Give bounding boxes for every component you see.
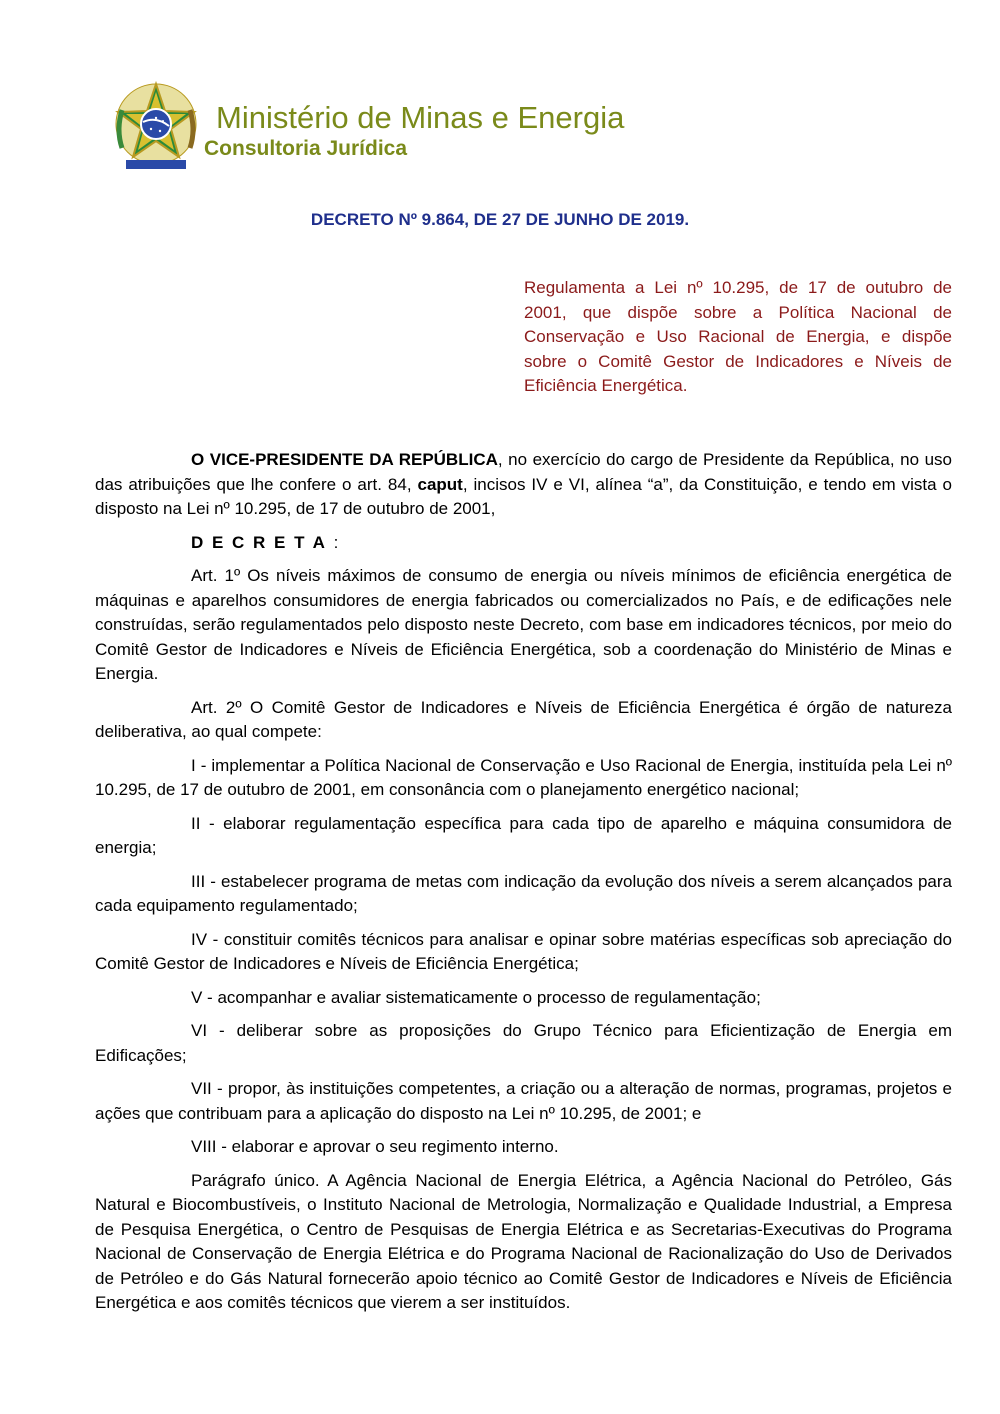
consultoria-name: Consultoria Jurídica <box>204 137 408 160</box>
paragrafo-unico: Parágrafo único. A Agência Nacional de Energia Elétrica, a Agência Nacional do Petróleo, Gás Natural e Biocombustíveis, o Instituto Nacional de Metrologia, Normalização e Qualidade Industrial, a Empresa de Pesquisa Energética, o Centro de Pesquisas de Energia Elétrica e as Secretarias-Executivas do Programa Nacional de Conservação de Energia Elétrica e do Programa Nacional de Racionalização do Uso de Derivados de Petróleo e do Gás Natural fornecerão apoio técnico ao Comitê Gestor de Indicadores e Níveis de Eficiência Energética e aos comitês técnicos que vierem a ser instituídos. <box>95 1170 952 1312</box>
inciso-i: I - implementar a Política Nacional de Conservação e Uso Racional de Energia, instituída pela Lei nº 10.295, de 17 de outubro de 2001, em consonância com o planejamento energético nacional; <box>95 755 952 799</box>
inciso-iv: IV - constituir comitês técnicos para analisar e opinar sobre matérias específicas sob apreciação do Comitê Gestor de Indicadores e Níveis de Eficiência Energética; <box>95 929 952 973</box>
inciso-ii: II - elaborar regulamentação específica para cada tipo de aparelho e máquina consumidora de energia; <box>95 813 952 857</box>
decreta-line <box>95 531 952 556</box>
article-1: Art. 1º Os níveis máximos de consumo de energia ou níveis mínimos de eficiência energética de máquinas e aparelhos consumidores de energia fabricados ou comercializados no País, e de edificações nele construídas, serão regulamentados pelo disposto neste Decreto, com base em indicadores técnicos, por meio do Comitê Gestor de Indicadores e Níveis de Eficiência Energética, sob a coordenação do Ministério de Minas e Energia. <box>95 566 952 683</box>
ministry-name: Ministério de Minas e Energia <box>216 100 625 135</box>
decreta-label: D E C R E T A <box>191 532 327 552</box>
decree-body <box>95 448 952 1325</box>
preamble-text-2: , incisos IV e VI, alínea “a”, da Constituição, e tendo em vista o disposto na Lei nº 10.295, de 17 de outubro de 2001, <box>95 474 952 518</box>
preamble-text-1: , no exercício do cargo de Presidente da República, no uso das atribuições que lhe confere o art. 84, <box>95 450 952 494</box>
inciso-vii: VII - propor, às instituições competentes, a criação ou a alteração de normas, programas, projetos e ações que contribuam para a aplicação do disposto na Lei nº 10.295, de 2001; e <box>95 1079 952 1123</box>
decree-title: DECRETO Nº 9.864, DE 27 DE JUNHO DE 2019. <box>310 210 690 229</box>
preamble-lead: O VICE-PRESIDENTE DA REPÚBLICA <box>191 450 498 469</box>
article-2: Art. 2º O Comitê Gestor de Indicadores e Níveis de Eficiência Energética é órgão de natureza deliberativa, ao qual compete: <box>95 697 952 741</box>
preamble-caput: caput <box>417 474 463 494</box>
decreta-suffix: : <box>326 532 341 552</box>
inciso-vi: VI - deliberar sobre as proposições do Grupo Técnico para Eficientização de Energia em Edificações; <box>95 1021 952 1065</box>
preamble <box>95 448 952 522</box>
document-header <box>108 80 708 180</box>
decree-ementa: Regulamenta a Lei nº 10.295, de 17 de outubro de 2001, que dispõe sobre a Política Nacional de Conservação e Uso Racional de Energia, e dispõe sobre o Comitê Gestor de Indicadores e Níveis de Eficiência Energética. <box>524 278 952 395</box>
inciso-viii: VIII - elaborar e aprovar o seu regimento interno. <box>191 1137 559 1156</box>
inciso-iii: III - estabelecer programa de metas com indicação da evolução dos níveis a serem alcançados para cada equipamento regulamentado; <box>95 871 952 915</box>
inciso-v: V - acompanhar e avaliar sistematicamente o processo de regulamentação; <box>191 987 761 1007</box>
coat-of-arms-icon <box>108 80 204 176</box>
